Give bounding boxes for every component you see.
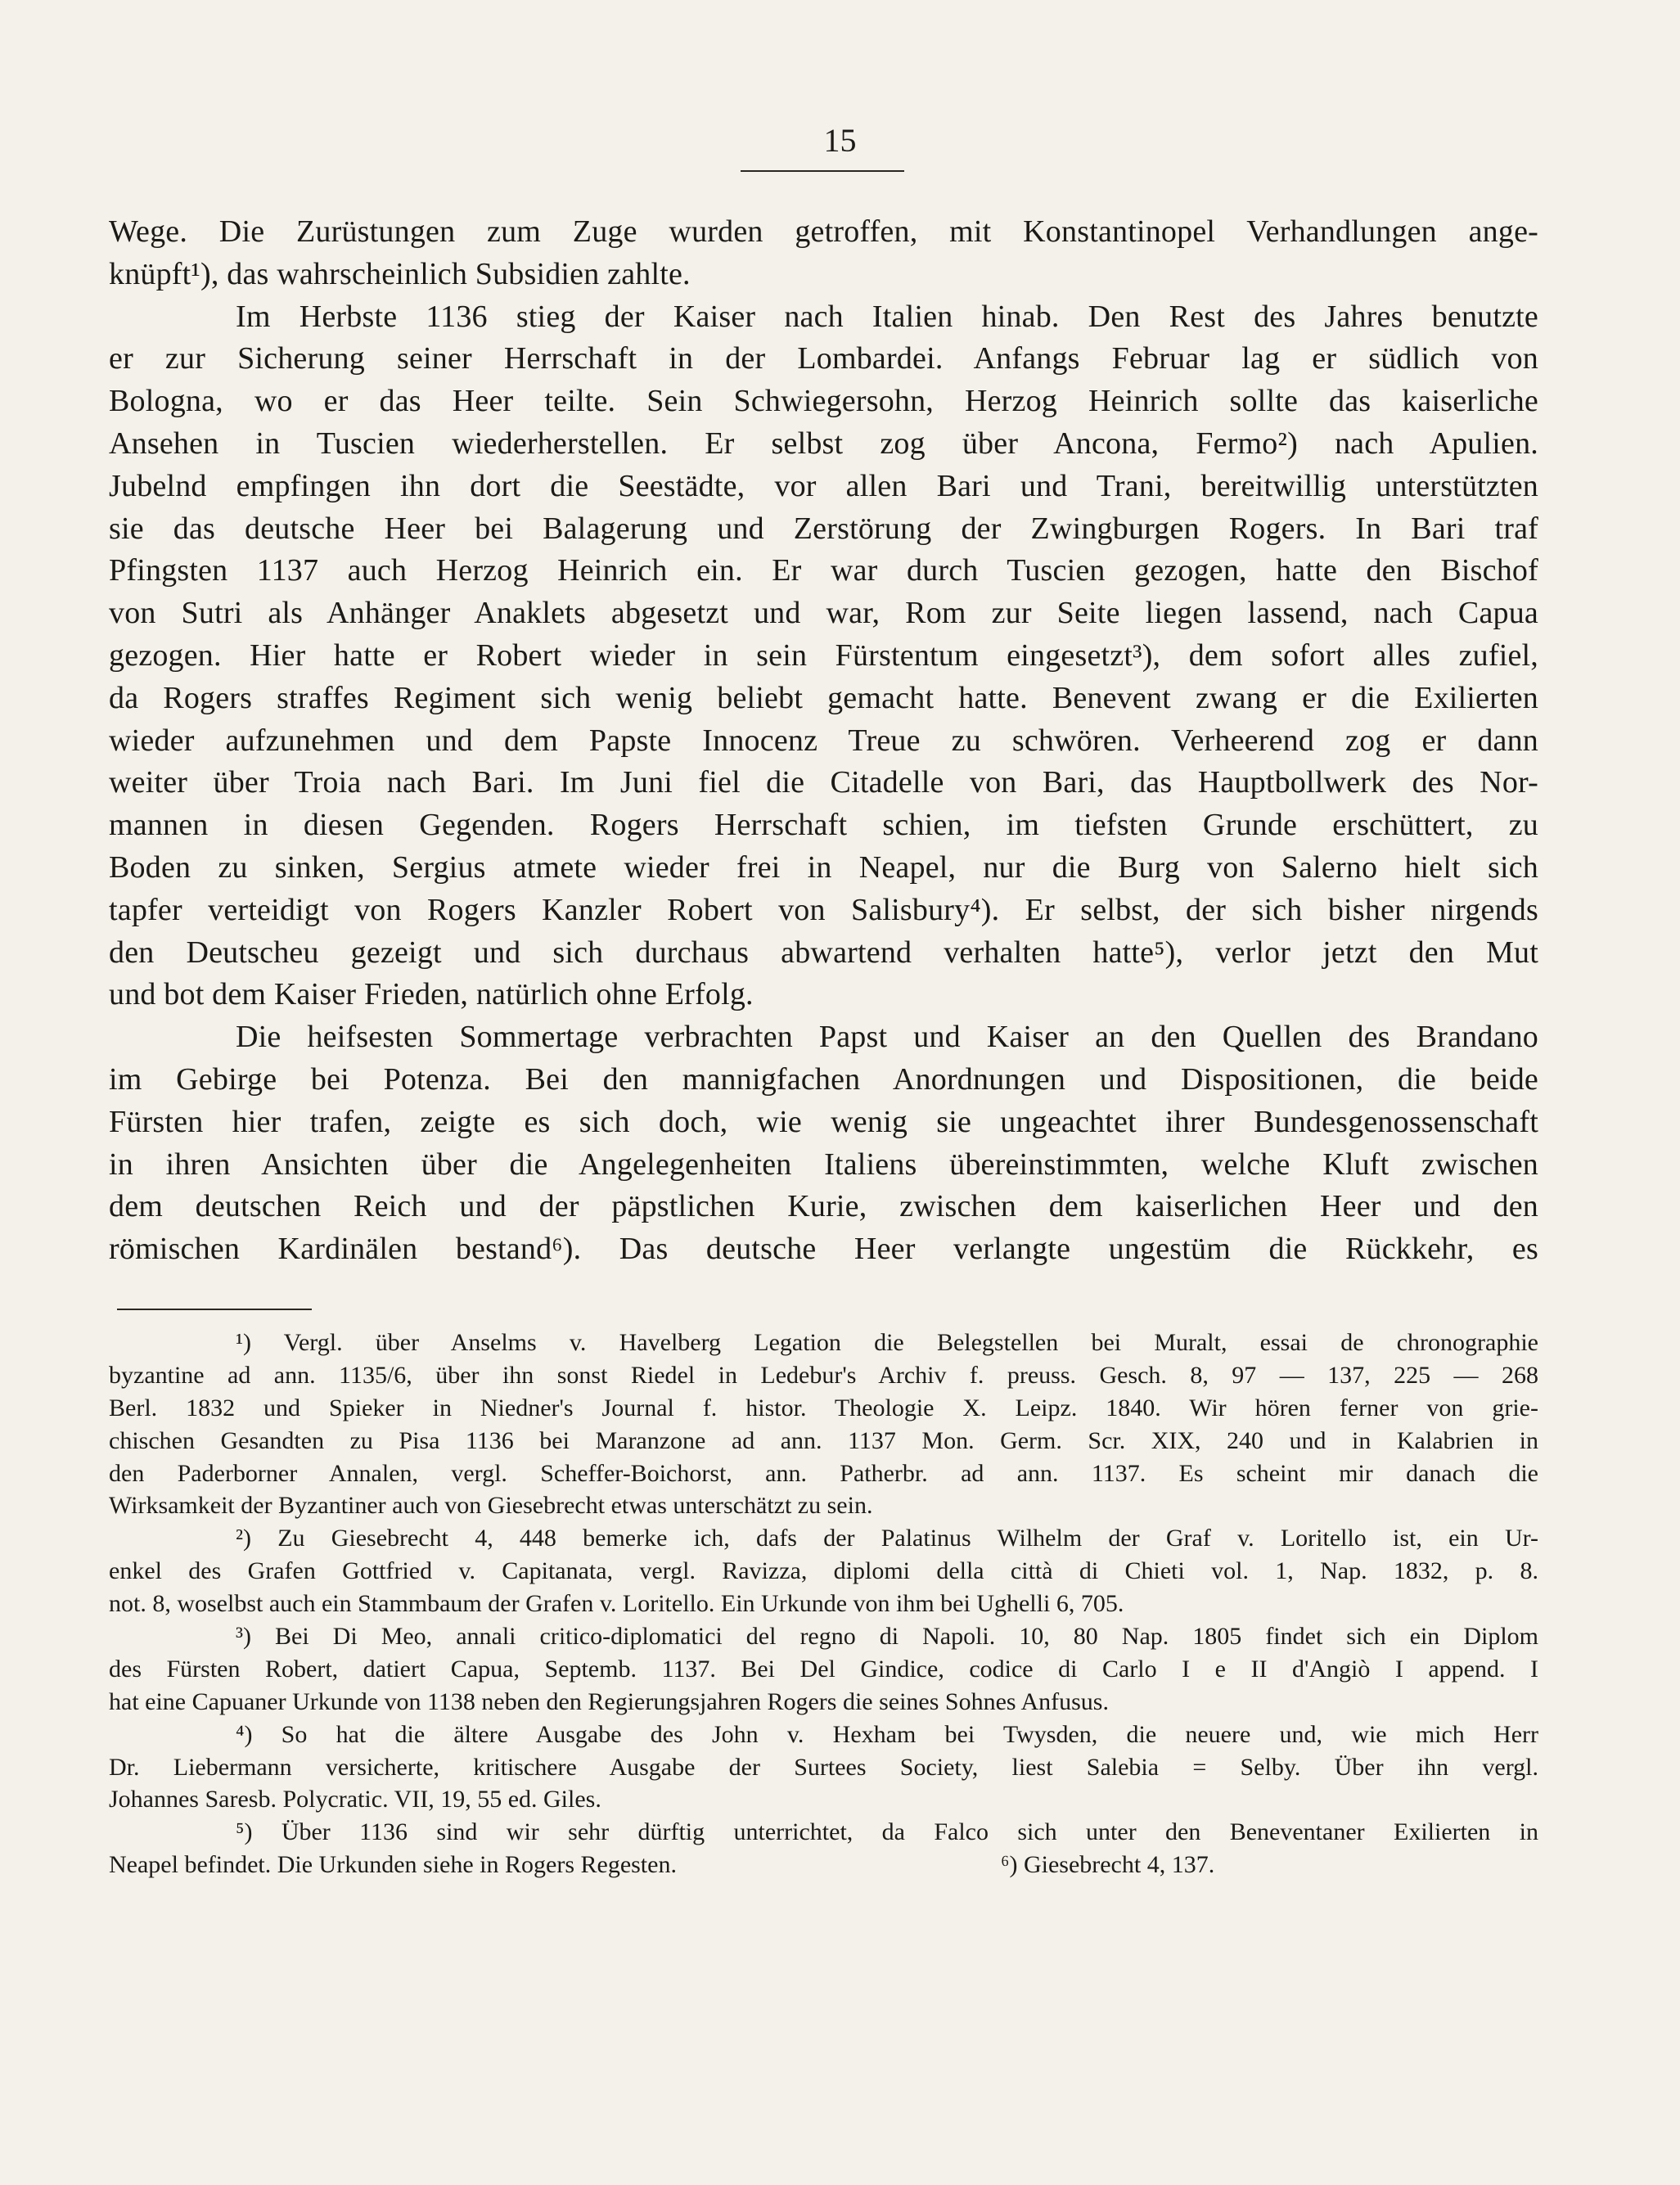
footnote-line: ¹) Vergl. über Anselms v. Havelberg Legation die Belegstellen bei Muralt, essai de chronographie (236, 1329, 1538, 1356)
body-text (109, 211, 1538, 1271)
body-line: gezogen. Hier hatte er Robert wieder in sein Fürstentum eingesetzt³), dem sofort alles zufiel, (109, 637, 1538, 673)
body-line: er zur Sicherung seiner Herrschaft in der Lombardei. Anfangs Februar lag er südlich von (109, 341, 1538, 376)
footnote-line: Neapel befindet. Die Urkunden siehe in Rogers Regesten. (109, 1851, 677, 1879)
body-line: Die heifsesten Sommertage verbrachten Papst und Kaiser an den Quellen des Brandano (236, 1020, 1538, 1055)
footnote-line: den Paderborner Annalen, vergl. Scheffer-Boichorst, ann. Patherbr. ad ann. 1137. Es scheint mir danach die (109, 1459, 1538, 1487)
body-line: Bologna, wo er das Heer teilte. Sein Schwiegersohn, Herzog Heinrich sollte das kaiserliche (109, 384, 1538, 419)
body-line: Jubelnd empfingen ihn dort die Seestädte, vor allen Bari und Trani, bereitwillig unterstützten (109, 468, 1538, 503)
body-line: knüpft¹), das wahrscheinlich Subsidien zahlte. (109, 256, 691, 291)
body-line: Ansehen in Tuscien wiederherstellen. Er selbst zog über Ancona, Fermo²) nach Apulien. (109, 426, 1538, 461)
body-line: Pfingsten 1137 auch Herzog Heinrich ein. Er war durch Tuscien gezogen, hatte den Bischof (109, 553, 1538, 588)
footnote-line: chischen Gesandten zu Pisa 1136 bei Maranzone ad ann. 1137 Mon. Germ. Scr. XIX, 240 und in Kalabrien in (109, 1426, 1538, 1454)
footnote-line: des Fürsten Robert, datiert Capua, Septemb. 1137. Bei Del Gindice, codice di Carlo I e II d'Angiò I append. I (109, 1655, 1538, 1683)
page-number-rule (741, 170, 904, 172)
footnote-line: hat eine Capuaner Urkunde von 1138 neben den Regierungsjahren Rogers die seines Sohnes Anfusus. (109, 1687, 1109, 1715)
body-line: weiter über Troia nach Bari. Im Juni fiel die Citadelle von Bari, das Hauptbollwerk des Nor- (109, 765, 1538, 800)
footnote-6: ⁶) Giesebrecht 4, 137. (1001, 1851, 1215, 1879)
footnote-line: ⁴) So hat die ältere Ausgabe des John v. Hexham bei Twysden, die neuere und, wie mich Herr (236, 1720, 1538, 1748)
body-line: sie das deutsche Heer bei Balagerung und Zerstörung der Zwingburgen Rogers. In Bari traf (109, 511, 1538, 546)
body-line: den Deutscheu gezeigt und sich durchaus abwartend verhalten hatte⁵), verlor jetzt den Mut (109, 935, 1538, 970)
footnotes (109, 1327, 1538, 1881)
footnote-line: ⁵) Über 1136 sind wir sehr dürftig unterrichtet, da Falco sich unter den Beneventaner Exilierten in (236, 1818, 1538, 1846)
footnote-line: enkel des Grafen Gottfried v. Capitanata, vergl. Ravizza, diplomi della città di Chieti vol. 1, Nap. 1832, p. 8. (109, 1557, 1538, 1585)
page-number: 15 (823, 122, 857, 159)
footnote-line: Dr. Liebermann versicherte, kritischere Ausgabe der Surtees Society, liest Salebia = Selby. Über ihn vergl. (109, 1753, 1538, 1781)
footnote-line: Berl. 1832 und Spieker in Niedner's Journal f. histor. Theologie X. Leipz. 1840. Wir hören ferner von grie- (109, 1394, 1538, 1421)
body-line: dem deutschen Reich und der päpstlichen Kurie, zwischen dem kaiserlichen Heer und den (109, 1189, 1538, 1224)
footnote-line: ²) Zu Giesebrecht 4, 448 bemerke ich, dafs der Palatinus Wilhelm der Graf v. Loritello ist, ein Ur- (236, 1525, 1538, 1552)
body-line: Boden zu sinken, Sergius atmete wieder frei in Neapel, nur die Burg von Salerno hielt sich (109, 849, 1538, 885)
footnote-line: byzantine ad ann. 1135/6, über ihn sonst Riedel in Ledebur's Archiv f. preuss. Gesch. 8, 97 — 137, 225 — 268 (109, 1361, 1538, 1389)
body-line: von Sutri als Anhänger Anaklets abgesetzt und war, Rom zur Seite liegen lassend, nach Capua (109, 596, 1538, 631)
body-line: da Rogers straffes Regiment sich wenig beliebt gemacht hatte. Benevent zwang er die Exilierten (109, 680, 1538, 715)
footnote-line: not. 8, woselbst auch ein Stammbaum der Grafen v. Loritello. Ein Urkunde von ihm bei Ughelli 6, 705. (109, 1590, 1124, 1618)
body-line: mannen in diesen Gegenden. Rogers Herrschaft schien, im tiefsten Grunde erschüttert, zu (109, 808, 1538, 843)
body-line: tapfer verteidigt von Rogers Kanzler Robert von Salisbury⁴). Er selbst, der sich bisher nirgends (109, 892, 1538, 927)
footnote-line: Wirksamkeit der Byzantiner auch von Giesebrecht etwas unterschätzt zu sein. (109, 1492, 873, 1520)
body-line: im Gebirge bei Potenza. Bei den mannigfachen Anordnungen und Dispositionen, die beide (109, 1061, 1538, 1097)
body-line: wieder aufzunehmen und dem Papste Innocenz Treue zu schwören. Verheerend zog er dann (109, 723, 1538, 758)
footnote-line: ³) Bei Di Meo, annali critico-diplomatici del regno di Napoli. 10, 80 Nap. 1805 findet sich ein Diplom (236, 1623, 1538, 1651)
footnote-line: Johannes Saresb. Polycratic. VII, 19, 55 ed. Giles. (109, 1786, 601, 1813)
body-line: Wege. Die Zurüstungen zum Zuge wurden getroffen, mit Konstantinopel Verhandlungen ange- (109, 214, 1538, 249)
body-line: in ihren Ansichten über die Angelegenheiten Italiens übereinstimmten, welche Kluft zwischen (109, 1147, 1538, 1182)
footnote-line-split (109, 1849, 1538, 1881)
footnote-rule (117, 1309, 312, 1310)
body-line: und bot dem Kaiser Frieden, natürlich ohne Erfolg. (109, 977, 754, 1012)
body-line: Fürsten hier trafen, zeigte es sich doch, wie wenig sie ungeachtet ihrer Bundesgenossenschaft (109, 1104, 1538, 1139)
body-line: Im Herbste 1136 stieg der Kaiser nach Italien hinab. Den Rest des Jahres benutzte (236, 299, 1538, 334)
body-line: römischen Kardinälen bestand⁶). Das deutsche Heer verlangte ungestüm die Rückkehr, es (109, 1232, 1538, 1267)
